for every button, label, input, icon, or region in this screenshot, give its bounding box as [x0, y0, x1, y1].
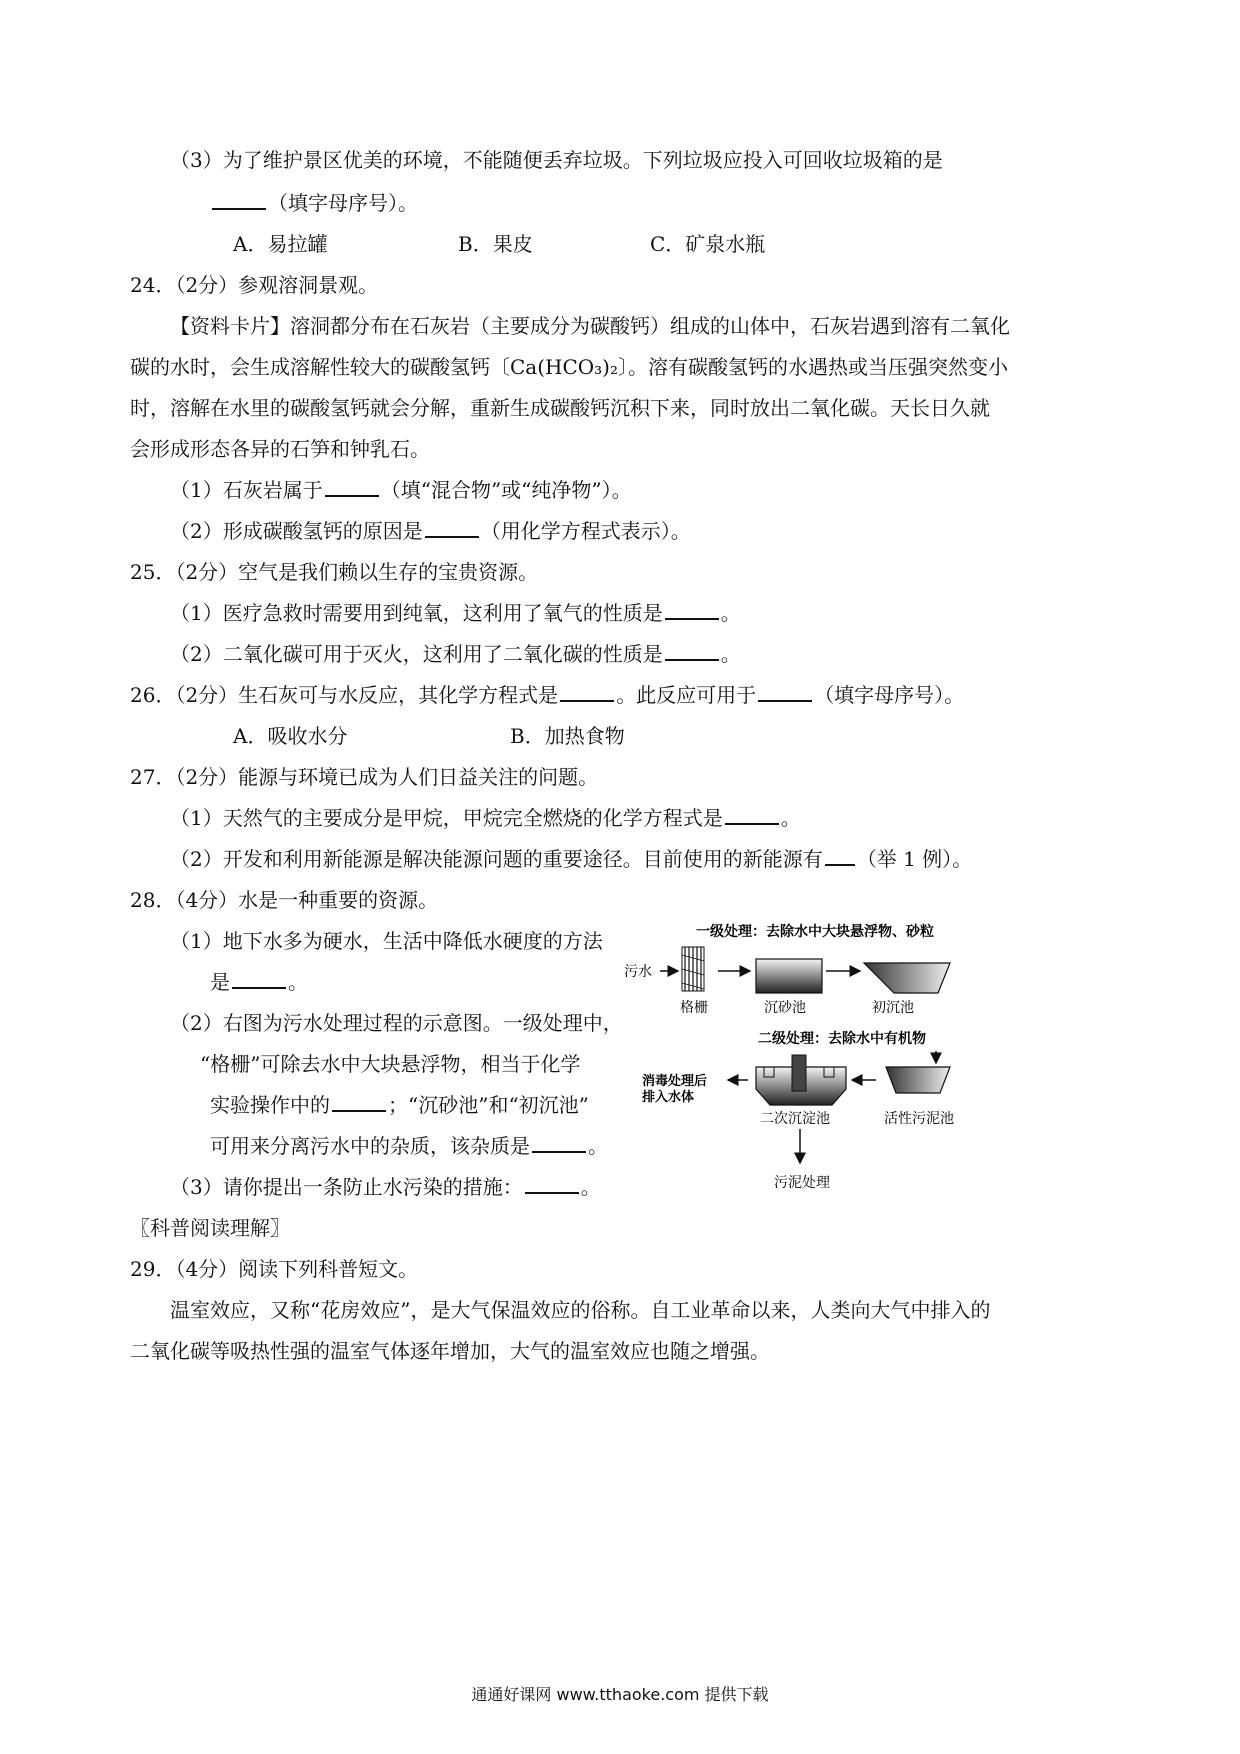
- q28-sub1-line1: （1）地下水多为硬水，生活中降低水硬度的方法: [170, 929, 603, 953]
- answer-blank[interactable]: [425, 518, 479, 538]
- answer-blank[interactable]: [665, 641, 719, 661]
- q29-para-line2: 二氧化碳等吸热性强的温室气体逐年增加，大气的温室效应也随之增强。: [130, 1339, 770, 1363]
- q23-part3-line1: （3）为了维护景区优美的环境，不能随便丢弃垃圾。下列垃圾应投入可回收垃圾箱的是: [170, 148, 943, 172]
- q26-option-b: B．加热食物: [510, 724, 625, 748]
- answer-blank[interactable]: [560, 682, 614, 702]
- answer-blank[interactable]: [725, 805, 779, 825]
- q23-part3-line2: （填字母序号）。: [210, 190, 418, 216]
- q26-option-a: A．吸收水分: [233, 724, 348, 748]
- answer-blank[interactable]: [332, 1092, 386, 1112]
- sludge-tank-label: 活性污泥池: [884, 1111, 954, 1127]
- grit-tank-shape: [756, 959, 822, 993]
- grit-tank-label: 沉砂池: [764, 1000, 806, 1016]
- secondary-tank-label: 二次沉淀池: [760, 1111, 830, 1127]
- q28-sub2-line3: 实验操作中的 ；“沉砂池”和“初沉池”: [210, 1093, 589, 1117]
- grille-shape: [682, 947, 704, 991]
- q29-heading: 29．（4分）阅读下列科普短文。: [130, 1257, 419, 1281]
- q28-sub3: （3）请你提出一条防止水污染的措施： 。: [170, 1175, 601, 1199]
- q25-sub2: （2）二氧化碳可用于灭火，这利用了二氧化碳的性质是 。: [170, 642, 741, 666]
- answer-blank[interactable]: [758, 682, 812, 702]
- answer-blank[interactable]: [525, 1174, 579, 1194]
- sludge-treatment-label: 污泥处理: [774, 1175, 830, 1191]
- section-heading: 〖科普阅读理解〗: [130, 1216, 290, 1240]
- grille-label: 格栅: [680, 1000, 708, 1016]
- q24-card-line4: 会形成形态各异的石笋和钟乳石。: [130, 437, 430, 461]
- q24-sub1: （1）石灰岩属于 （填“混合物”或“纯净物”）。: [170, 478, 632, 502]
- sewage-label: 污水: [624, 964, 652, 980]
- answer-blank[interactable]: [232, 969, 286, 989]
- secondary-tank-shape: [756, 1055, 846, 1105]
- q28-sub1-line2: 是 。: [210, 970, 308, 994]
- stage1-label: 一级处理：去除水中大块悬浮物、砂粒: [696, 924, 934, 940]
- q24-card-line1: 【资料卡片】溶洞都分布在石灰岩（主要成分为碳酸钙）组成的山体中，石灰岩遇到溶有二氧化: [170, 314, 1010, 338]
- q23-option-c: C．矿泉水瓶: [650, 232, 766, 256]
- q25-sub1: （1）医疗急救时需要用到纯氧，这利用了氧气的性质是 。: [170, 601, 741, 625]
- q24-sub2: （2）形成碳酸氢钙的原因是 （用化学方程式表示）。: [170, 519, 691, 543]
- q29-para-line1: 温室效应，又称“花房效应”，是大气保温效应的俗称。自工业革命以来，人类向大气中排入的: [170, 1298, 991, 1322]
- sewage-treatment-diagram: [624, 915, 1100, 1205]
- sludge-tank-shape: [886, 1067, 950, 1093]
- q24-card-line3: 时，溶解在水里的碳酸氢钙就会分解，重新生成碳酸钙沉积下来，同时放出二氧化碳。天长日久就: [130, 396, 990, 420]
- q24-heading: 24．（2分）参观溶洞景观。: [130, 273, 379, 297]
- q27-sub1: （1）天然气的主要成分是甲烷，甲烷完全燃烧的化学方程式是 。: [170, 806, 801, 830]
- q25-heading: 25．（2分）空气是我们赖以生存的宝贵资源。: [130, 560, 539, 584]
- q26-heading: 26．（2分）生石灰可与水反应，其化学方程式是 。此反应可用于 （填字母序号）。: [130, 683, 965, 707]
- disinfect-label-line1: 消毒处理后: [642, 1074, 708, 1089]
- answer-blank[interactable]: [825, 846, 855, 866]
- q28-sub2-line2: “格栅”可除去水中大块悬浮物，相当于化学: [200, 1052, 581, 1076]
- q24-card-line2: 碳的水时，会生成溶解性较大的碳酸氢钙〔Ca(HCO₃)₂〕。溶有碳酸氢钙的水遇热或当压强突然变小: [130, 355, 1009, 379]
- q23-option-a: A．易拉罐: [233, 232, 328, 256]
- q27-heading: 27．（2分）能源与环境已成为人们日益关注的问题。: [130, 765, 599, 789]
- q28-heading: 28．（4分）水是一种重要的资源。: [130, 888, 439, 912]
- answer-blank[interactable]: [325, 477, 379, 497]
- answer-blank[interactable]: [665, 600, 719, 620]
- q27-sub2: （2）开发和利用新能源是解决能源问题的重要途径。目前使用的新能源有 （举 1 例）。: [170, 847, 973, 871]
- answer-blank[interactable]: [212, 190, 266, 210]
- disinfect-label-line2: 排入水体: [642, 1090, 695, 1105]
- q23-option-b: B．果皮: [458, 232, 533, 256]
- primary-tank-shape: [864, 963, 950, 993]
- q28-sub2-line4: 可用来分离污水中的杂质，该杂质是 。: [210, 1134, 608, 1158]
- primary-tank-label: 初沉池: [872, 1000, 914, 1016]
- page-footer: 通通好课网 www.tthaoke.com 提供下载: [471, 1685, 769, 1704]
- answer-blank[interactable]: [532, 1133, 586, 1153]
- stage2-label: 二级处理：去除水中有机物: [758, 1031, 926, 1047]
- q28-sub2-line1: （2）右图为污水处理过程的示意图。一级处理中，: [170, 1011, 623, 1035]
